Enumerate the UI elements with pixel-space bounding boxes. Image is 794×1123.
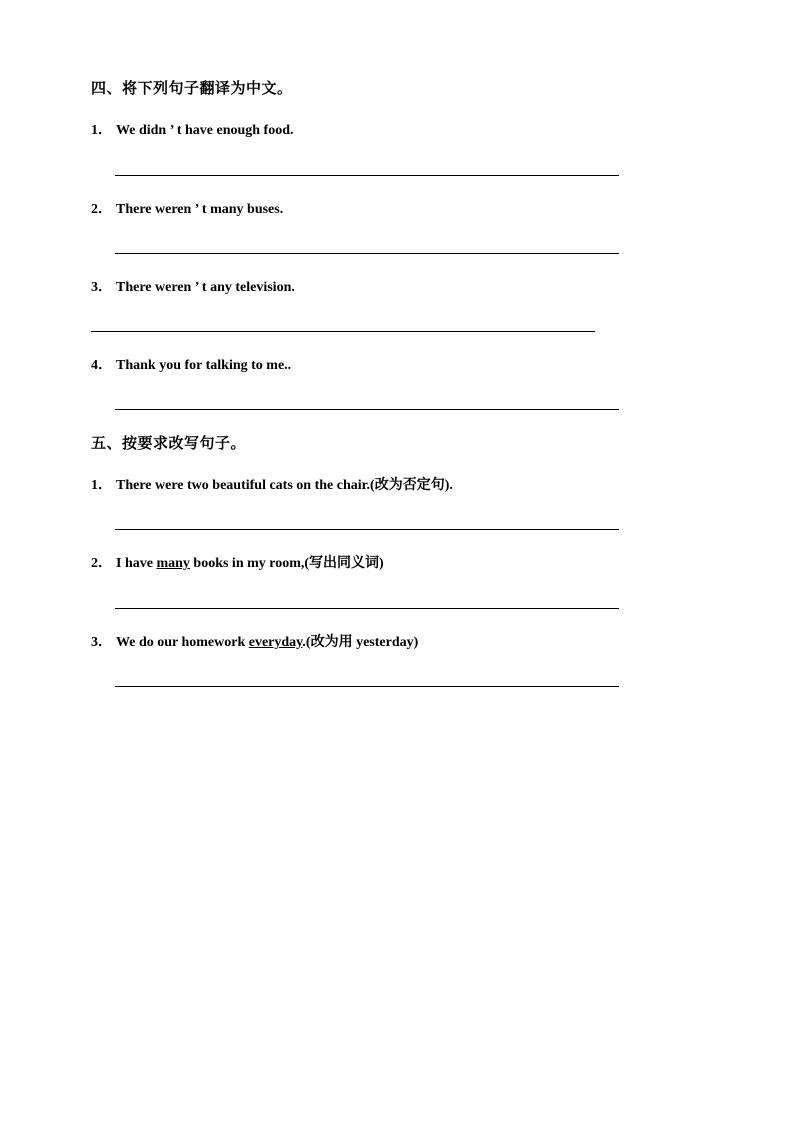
section-4-heading: 四、将下列句子翻译为中文。: [91, 81, 293, 97]
question-text: There weren ’ t many buses.: [116, 202, 284, 217]
question-text: There were two beautiful cats on the chair.(改为否定句).: [116, 478, 453, 493]
answer-line-5-1[interactable]: [115, 529, 619, 530]
section-5-heading: 五、按要求改写句子。: [91, 436, 247, 452]
question-text-before: We do our homework: [116, 635, 249, 650]
question-5-2: [91, 552, 384, 572]
answer-line-4-3[interactable]: [91, 331, 595, 332]
underlined-word: everyday: [248, 635, 303, 650]
question-number: 2．: [91, 556, 112, 571]
answer-line-4-1[interactable]: [115, 175, 619, 176]
answer-line-5-3[interactable]: [115, 686, 619, 687]
question-text: Thank you for talking to me..: [116, 358, 292, 373]
question-number: 1．: [91, 123, 112, 138]
question-text-before: I have: [116, 556, 157, 571]
question-text-after: .(改为用 yesterday): [302, 635, 419, 650]
question-4-3: [91, 276, 295, 296]
question-number: 3．: [91, 635, 112, 650]
question-4-2: [91, 198, 283, 218]
question-5-1: [91, 474, 453, 494]
question-4-4: [91, 354, 291, 374]
answer-line-4-2[interactable]: [115, 253, 619, 254]
question-text: There weren ’ t any television.: [116, 280, 295, 295]
question-4-1: [91, 119, 294, 139]
answer-line-4-4[interactable]: [115, 409, 619, 410]
question-number: 1．: [91, 478, 112, 493]
question-text: We didn ’ t have enough food.: [116, 123, 294, 138]
underlined-word: many: [156, 556, 190, 571]
question-number: 3．: [91, 280, 112, 295]
question-number: 2．: [91, 202, 112, 217]
question-5-3: [91, 631, 418, 651]
question-text-after: books in my room,(写出同义词): [189, 556, 384, 571]
answer-line-5-2[interactable]: [115, 608, 619, 609]
question-number: 4．: [91, 358, 112, 373]
